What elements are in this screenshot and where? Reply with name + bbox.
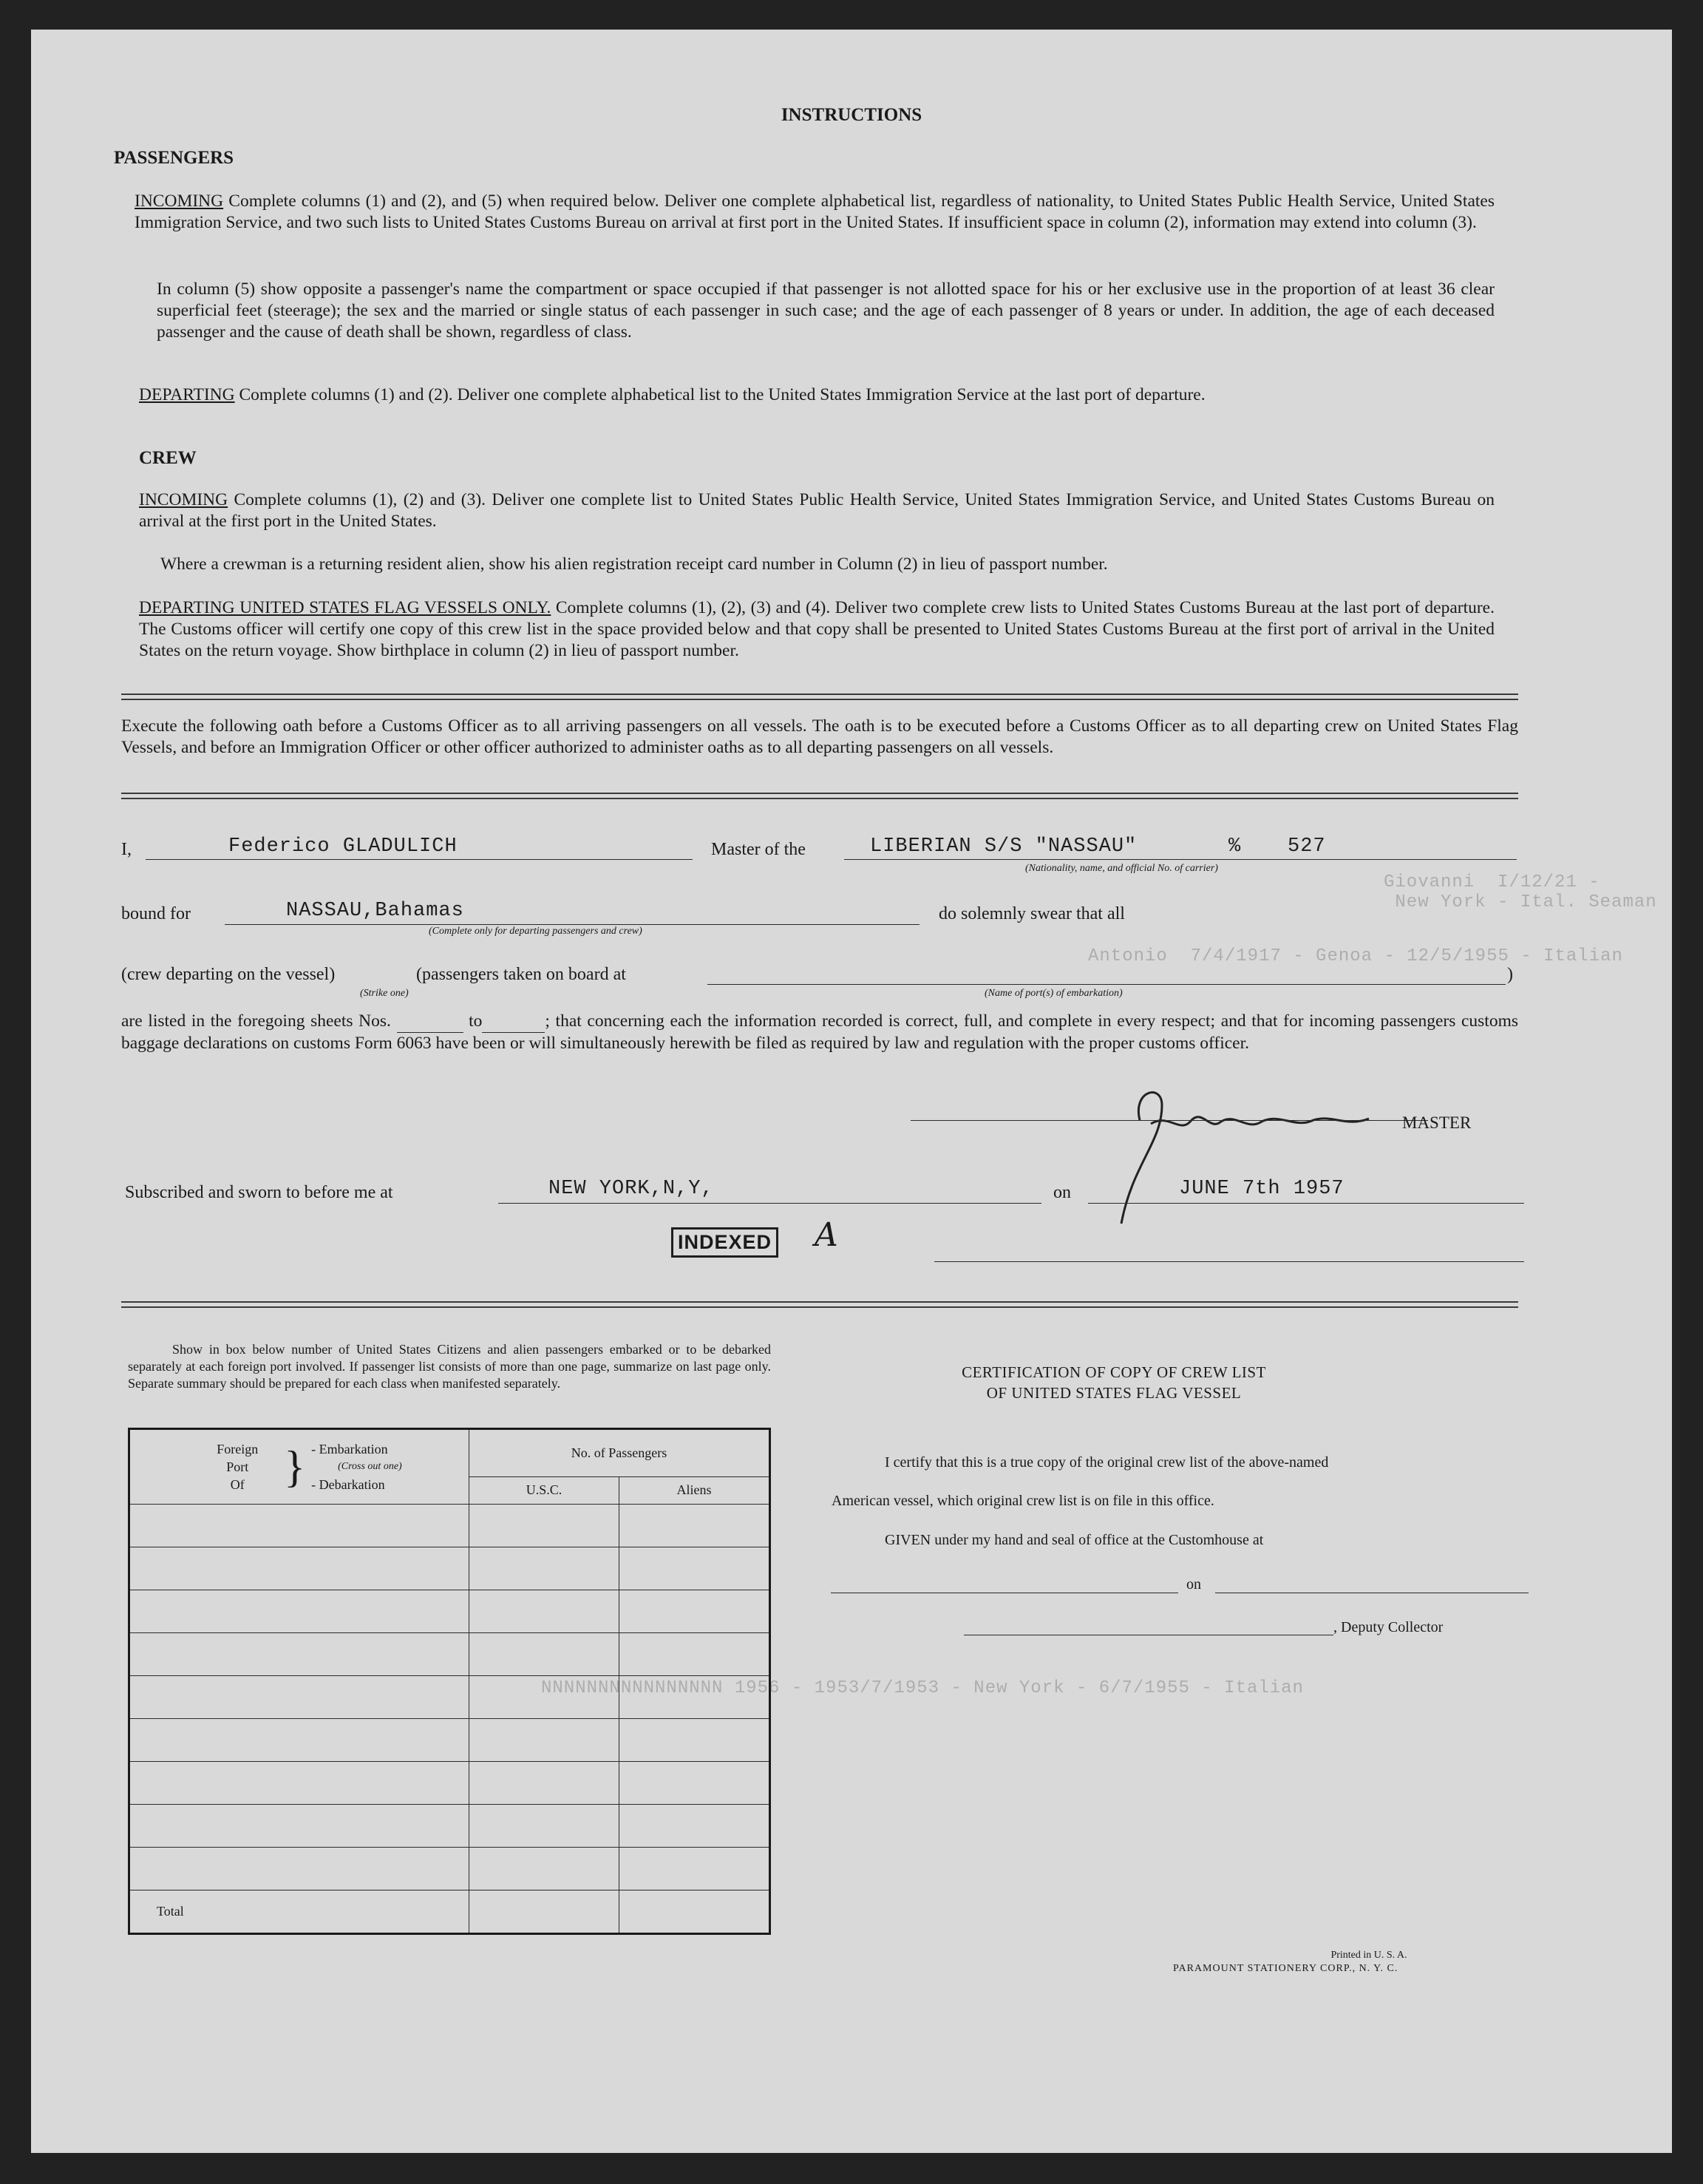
crew-incoming-text: Complete columns (1), (2) and (3). Deliver one complete list to United States Public Health Service, United States Immigration Service, and United States Customs Bureau on arrival at the first port in the United States. bbox=[139, 490, 1495, 531]
document-page bbox=[31, 30, 1672, 2153]
certification-title-2: OF UNITED STATES FLAG VESSEL bbox=[986, 1384, 1242, 1402]
table-row bbox=[129, 1547, 770, 1590]
sheet-from-blank bbox=[397, 1011, 463, 1033]
passengers-heading: PASSENGERS bbox=[114, 148, 234, 168]
printer-name: PARAMOUNT STATIONERY CORP., N. Y. C. bbox=[1173, 1963, 1398, 1974]
table-row bbox=[129, 1676, 770, 1719]
bleed-through-text: Giovanni I/12/21 - New York - Ital. Seaman bbox=[1384, 872, 1657, 912]
passengers-departing-paragraph bbox=[139, 384, 1495, 406]
column5-text: In column (5) show opposite a passenger's name the compartment or space occupied if that passenger is not allotted space for his or her exclusive use in the proportion of at least 36 clear superficial feet (steerage); the sex and the married or single status of each passenger in such case; and the age of each passenger of 8 years or under. In addition, the age of each deceased passenger and the cause of death shall be shown, regardless of class. bbox=[157, 279, 1495, 342]
passengers-column5-paragraph bbox=[157, 279, 1495, 343]
ports-caption: (Name of port(s) of embarkation) bbox=[985, 988, 1123, 999]
incoming-text: Complete columns (1) and (2), and (5) when required below. Deliver one complete alphabetical list, regardless of nationality, to United States Public Health Service, United States Immigration Service, and two such lists to United States Customs Bureau on arrival at first port in the United States. If insufficient space in column (2), information may extend into column (3). bbox=[135, 191, 1495, 232]
crew-departing-label: (crew departing on the vessel) bbox=[121, 965, 336, 984]
indexed-stamp: INDEXED bbox=[671, 1227, 778, 1258]
section-divider bbox=[121, 693, 1518, 700]
bound-for-line bbox=[225, 924, 920, 925]
passengers-taken-label: (passengers taken on board at bbox=[416, 965, 626, 984]
certification-line-1: I certify that this is a true copy of the original crew list of the above-named bbox=[885, 1454, 1329, 1471]
statement-text: ; that concerning each the information recorded is correct, full, and complete in every respect; and that for incoming passengers customs baggage declarations on customs Form 6063 have been or will simultaneously herewith be filed as required by law and regulation with the proper customs officer. bbox=[121, 1011, 1518, 1053]
oath-i-label: I, bbox=[121, 840, 132, 859]
bleed-through-text: NNNNNNNNNNNNNNNN 1956 - 1953/7/1953 - New York - 6/7/1955 - Italian bbox=[541, 1678, 1304, 1698]
aliens-header: Aliens bbox=[619, 1476, 770, 1504]
sworn-place-line bbox=[498, 1203, 1041, 1204]
master-signature-line bbox=[911, 1120, 1428, 1121]
vessel-caption: (Nationality, name, and official No. of carrier) bbox=[1025, 863, 1218, 874]
vessel-number: 527 bbox=[1288, 835, 1326, 858]
table-row bbox=[129, 1848, 770, 1890]
debarkation-label: - Debarkation bbox=[311, 1477, 385, 1492]
sheet-to-blank bbox=[482, 1011, 545, 1033]
foreign-port-label: Foreign Port Of bbox=[217, 1442, 259, 1492]
certification-line-2: American vessel, which original crew list is on file in this office. bbox=[832, 1493, 1214, 1509]
section-divider bbox=[121, 1301, 1518, 1308]
printed-in-usa: Printed in U. S. A. bbox=[1330, 1950, 1407, 1961]
total-row bbox=[129, 1890, 770, 1934]
usc-header: U.S.C. bbox=[469, 1476, 619, 1504]
certification-title-1: CERTIFICATION OF COPY OF CREW LIST bbox=[962, 1363, 1266, 1381]
deputy-collector-label: , Deputy Collector bbox=[1333, 1619, 1444, 1635]
vessel-line bbox=[844, 859, 1517, 860]
swear-label: do solemnly swear that all bbox=[939, 904, 1125, 923]
certification-title bbox=[859, 1362, 1369, 1403]
master-label: MASTER bbox=[1402, 1113, 1472, 1132]
departing-label: DEPARTING bbox=[139, 385, 235, 404]
master-signature bbox=[1051, 1061, 1435, 1231]
passengers-incoming-paragraph bbox=[135, 191, 1495, 234]
bound-for-label: bound for bbox=[121, 904, 191, 923]
crew-flag-text: Complete columns (1), (2), (3) and (4). Deliver two complete crew lists to United States Customs Bureau at the last port of departure. The Customs officer will certify one copy of this crew list in the space provided below and that copy shall be presented to United States Customs Bureau at the first port of arrival in the United States on the return voyage. Show birthplace in column (2) in lieu of passport number. bbox=[139, 598, 1495, 660]
to-label: to bbox=[469, 1011, 483, 1031]
oath-statement bbox=[121, 1011, 1518, 1054]
table-row bbox=[129, 1762, 770, 1805]
master-name-line bbox=[146, 859, 693, 860]
departing-text: Complete columns (1) and (2). Deliver one complete alphabetical list to the United States Immigration Service at the last port of departure. bbox=[234, 385, 1206, 404]
master-name: Federico GLADULICH bbox=[228, 835, 458, 858]
vessel-number-mark: % bbox=[1228, 835, 1242, 858]
sworn-place: NEW YORK,N,Y, bbox=[548, 1178, 714, 1200]
crew-resident-paragraph bbox=[160, 554, 1495, 575]
section-divider bbox=[121, 793, 1518, 799]
bound-for-value: NASSAU,Bahamas bbox=[286, 900, 464, 922]
table-row bbox=[129, 1505, 770, 1547]
sworn-date-line bbox=[1088, 1203, 1524, 1204]
total-label: Total bbox=[129, 1890, 469, 1934]
crew-heading: CREW bbox=[139, 448, 197, 468]
bound-for-caption: (Complete only for departing passengers and crew) bbox=[429, 926, 642, 937]
crew-flag-paragraph bbox=[139, 597, 1495, 662]
sworn-label: Subscribed and sworn to before me at bbox=[125, 1183, 393, 1202]
strike-caption: (Strike one) bbox=[360, 988, 409, 999]
crew-incoming-label: INCOMING bbox=[139, 490, 228, 509]
close-paren: ) bbox=[1507, 965, 1513, 984]
page-title: INSTRUCTIONS bbox=[781, 105, 922, 125]
brace-mark: } bbox=[284, 1442, 306, 1491]
crew-resident-text: Where a crewman is a returning resident alien, show his alien registration receipt card number in Column (2) in lieu of passport number. bbox=[160, 555, 1108, 574]
cross-out-label: (Cross out one) bbox=[338, 1461, 402, 1472]
table-row bbox=[129, 1805, 770, 1848]
foreign-port-header bbox=[129, 1429, 469, 1505]
crew-incoming-paragraph bbox=[139, 489, 1495, 532]
sworn-on-label: on bbox=[1053, 1183, 1071, 1202]
passenger-summary-table bbox=[128, 1428, 771, 1935]
embarkation-label: - Embarkation bbox=[311, 1442, 388, 1456]
vessel-name: LIBERIAN S/S "NASSAU" bbox=[870, 835, 1138, 858]
embark-options bbox=[311, 1440, 402, 1493]
listed-label: are listed in the foregoing sheets Nos. bbox=[121, 1011, 391, 1031]
table-row bbox=[129, 1633, 770, 1676]
oath-intro: Execute the following oath before a Customs Officer as to all arriving passengers on all vessels. The oath is to be executed before a Customs Officer as to all departing crew on United States Flag Vessels, and before an Immigration Officer or other officer authorized to administer oaths as to all departing passengers on all vessels. bbox=[121, 716, 1518, 757]
table-row bbox=[129, 1719, 770, 1762]
stamp-initials-mark: A bbox=[815, 1216, 838, 1254]
certification-line-3: GIVEN under my hand and seal of office at the Customhouse at bbox=[885, 1532, 1264, 1548]
crew-flag-label: DEPARTING UNITED STATES FLAG VESSELS ONLY. bbox=[139, 598, 551, 617]
bleed-through-text: Antonio 7/4/1917 - Genoa - 12/5/1955 - Italian bbox=[1088, 946, 1623, 966]
summary-instructions: Show in box below number of United States Citizens and alien passengers embarked or to be debarked separately at each foreign port involved. If passenger list consists of more than one page, summarize on last page only. Separate summary should be prepared for each class when manifested separately. bbox=[128, 1342, 771, 1391]
incoming-label: INCOMING bbox=[135, 191, 224, 211]
certification-on-label: on bbox=[1186, 1576, 1201, 1593]
ports-line bbox=[707, 984, 1506, 985]
no-passengers-header: No. of Passengers bbox=[469, 1429, 770, 1477]
master-of-label: Master of the bbox=[711, 840, 806, 859]
officer-signature-line bbox=[934, 1261, 1524, 1262]
sworn-date: JUNE 7th 1957 bbox=[1179, 1178, 1345, 1200]
table-row bbox=[129, 1590, 770, 1633]
